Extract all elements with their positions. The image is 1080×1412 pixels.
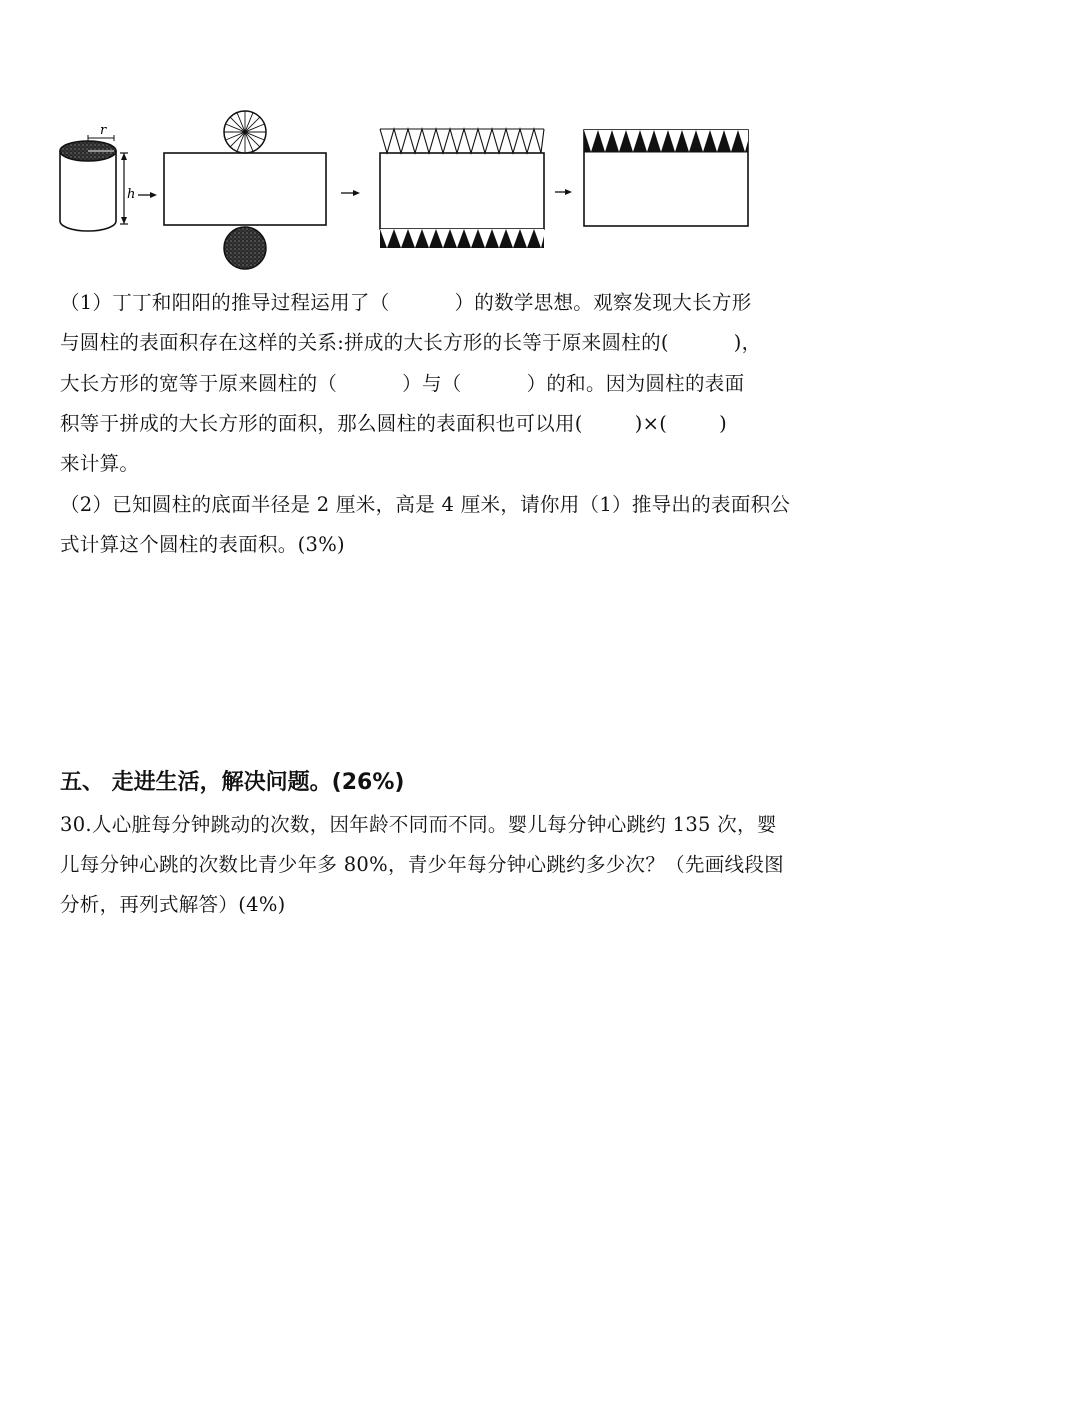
q30-line-1: 30.人心脏每分钟跳动的次数，因年龄不同而不同。婴儿每分钟心跳约 135 次，婴 [60, 813, 777, 836]
q29-line-6: （2）已知圆柱的底面半径是 2 厘米，高是 4 厘米，请你用（1）推导出的表面积公 [60, 493, 791, 516]
q29-line-5: 来计算。 [60, 452, 140, 475]
section-heading: 五、 走进生活，解决问题。(26%) [60, 770, 405, 795]
q29-line-3: 大长方形的宽等于原来圆柱的（ ）与（ ）的和。因为圆柱的表面 [60, 372, 745, 395]
q29-line-4: 积等于拼成的大长方形的面积，那么圆柱的表面积也可以用( )×( ) [60, 412, 728, 435]
q30-line-3: 分析，再列式解答）(4%) [60, 893, 286, 916]
arrow-right-icon [138, 192, 157, 198]
radius-label: r [100, 123, 107, 138]
arrow-right-icon [341, 190, 360, 196]
rearranged-net-drawing [380, 129, 544, 248]
cylinder-unfolding-figure [50, 108, 770, 276]
cylinder-drawing [60, 135, 128, 231]
final-rectangle-drawing [584, 130, 748, 226]
q29-line-2: 与圆柱的表面积存在这样的关系:拼成的大长方形的长等于原来圆柱的( )， [60, 331, 762, 354]
q29-line-1: （1）丁丁和阳阳的推导过程运用了（ ）的数学思想。观察发现大长方形 [60, 291, 752, 314]
cylinder-net-drawing [164, 111, 326, 269]
arrow-right-icon [555, 189, 572, 195]
q29-line-7: 式计算这个圆柱的表面积。(3%) [60, 533, 345, 556]
height-label: h [127, 187, 136, 202]
q30-line-2: 儿每分钟心跳的次数比青少年多 80%，青少年每分钟心跳约多少次？（先画线段图 [60, 853, 784, 876]
